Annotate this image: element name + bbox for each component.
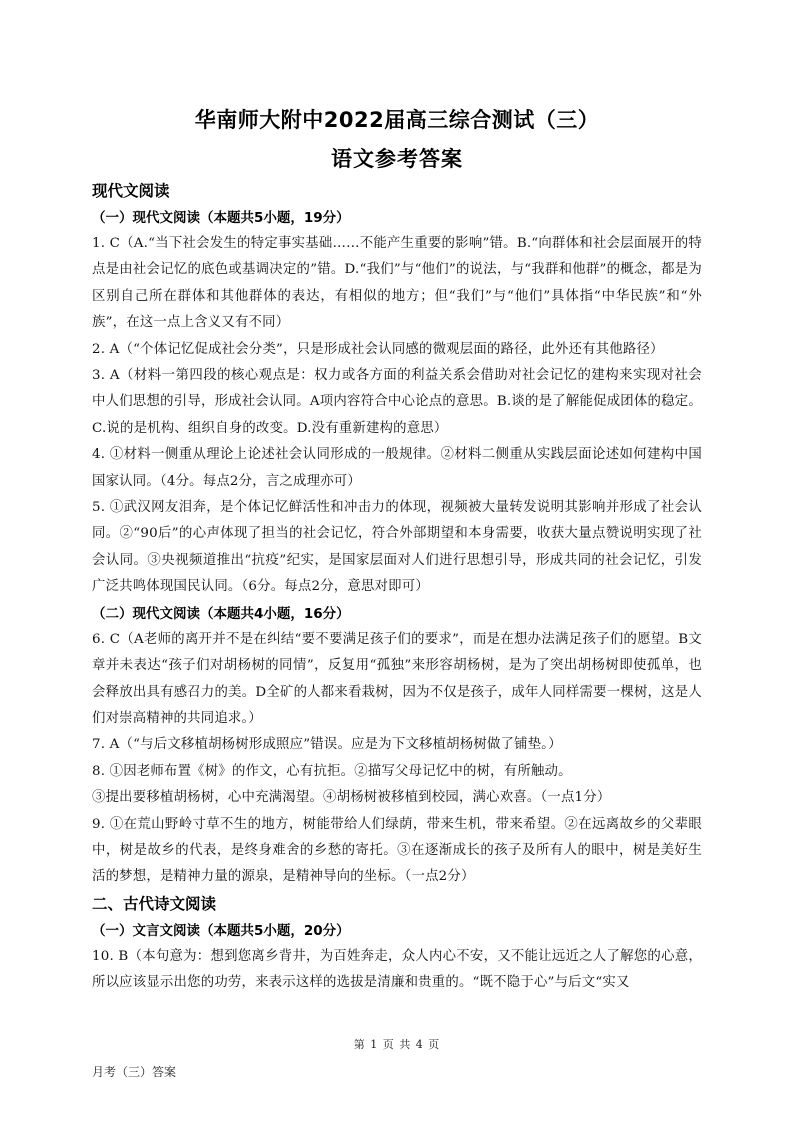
page-number: 第 1 页 共 4 页: [353, 1038, 441, 1051]
answer-q8-line1: 8. ①因老师布置《树》的作文，心有抗拒。②描写父母记忆中的树，有所触动。: [92, 763, 572, 779]
answer-q3: 3. A（材料一第四段的核心观点是：权力或各方面的利益关系会借助对社会记忆的建构来实现对社会中人们思想的引导，形成社会认同。A项内容符合中心论点的意思。B.谈的是了解能促成团体的稳定。C.说的是机构、组织自身的改变。D.没有重新建构的意思）: [92, 368, 702, 436]
answer-q5: 5. ①武汉网友泪奔，是个体记忆鲜活性和冲击力的体现，视频被大量转发说明其影响并形成了社会认同。②“90后”的心声体现了担当的社会记忆，符合外部期望和本身需要，收获大量点赞说明实现了社会认同。③央视频道推出“抗疫”纪实，是国家层面对人们进行思想引导，形成共同的社会记忆，引发广泛共鸣体现国民认同。（6分。每点2分，意思对即可）: [92, 500, 702, 595]
answer-q9: 9. ①在荒山野岭寸草不生的地方，树能带给人们绿荫，带来生机，带来希望。②在远离故乡的父辈眼中，树是故乡的代表，是终身难舍的乡愁的寄托。③在逐渐成长的孩子及所有人的眼中，树是美好生活的梦想，是精神力量的源泉，是精神导向的坐标。（一点2分）: [92, 816, 702, 885]
answer-q6: 6. C（A老师的离开并不是在纠结“要不要满足孩子们的要求”，而是在想办法满足孩子们的愿望。B文章并未表达“孩子们对胡杨树的同情”，反复用“孤独”来形容胡杨树，是为了突出胡杨树即使孤单，也会释放出具有感召力的美。D全矿的人都来看栽树，因为不仅是孩子，成年人同样需要一棵树，这是人们对崇高精神的共同追求。）: [92, 631, 702, 726]
answer-q2: 2. A（“个体记忆促成社会分类”，只是形成社会认同感的微观层面的路径，此外还有其他路径）: [92, 341, 664, 357]
subsection-heading-classical-prose: （一）文言文阅读（本题共5小题，20分）: [92, 922, 350, 939]
document-title: 华南师大附中2022届高三综合测试（三）: [194, 108, 600, 132]
answer-q1: 1. C（A.“当下社会发生的特定事实基础……不能产生重要的影响”错。B.“向群体和社会层面展开的特点是由社会记忆的底色或基调决定的”错。D.“我们”与“他们”的说法，与“我群和他群”的概念，都是为区别自己所在群体和其他群体的表达，有相似的地方；但“我们”与“他们”具体指“中华民族”和“外族”，在这一点上含义又有不同）: [92, 236, 702, 331]
answer-q8-line2: ③提出要移植胡杨树，心中充满渴望。④胡杨树被移植到校园，满心欢喜。（一点1分）: [92, 790, 611, 806]
answer-q10: 10. B（本句意为：想到您离乡背井，为百姓奔走，众人内心不安，又不能让远近之人了解您的心意，所以应该显示出您的功劳，来表示这样的选拔是清廉和贵重的。“既不隐于心”与后文“实又: [92, 948, 702, 991]
subsection-heading-modern-reading-1: （一）现代文阅读（本题共5小题，19分）: [92, 210, 350, 226]
document-subtitle: 语文参考答案: [331, 147, 463, 171]
section-heading-classical-reading: 二、古代诗文阅读: [92, 894, 217, 913]
document-label: 月考（三）答案: [92, 1065, 177, 1079]
subsection-heading-modern-reading-2: （二）现代文阅读（本题共4小题，16分）: [92, 605, 350, 622]
answer-q4: 4. ①材料一侧重从理论上论述社会认同形成的一般规律。②材料二侧重从实践层面论述如何建构中国国家认同。（4分。每点2分，言之成理亦可）: [92, 447, 702, 489]
section-heading-modern-reading: 现代文阅读: [92, 182, 170, 200]
answer-content: [92, 178, 702, 997]
answer-q7: 7. A（“与后文移植胡杨树形成照应”错误。应是为下文移植胡杨树做了铺垫。）: [92, 737, 562, 753]
